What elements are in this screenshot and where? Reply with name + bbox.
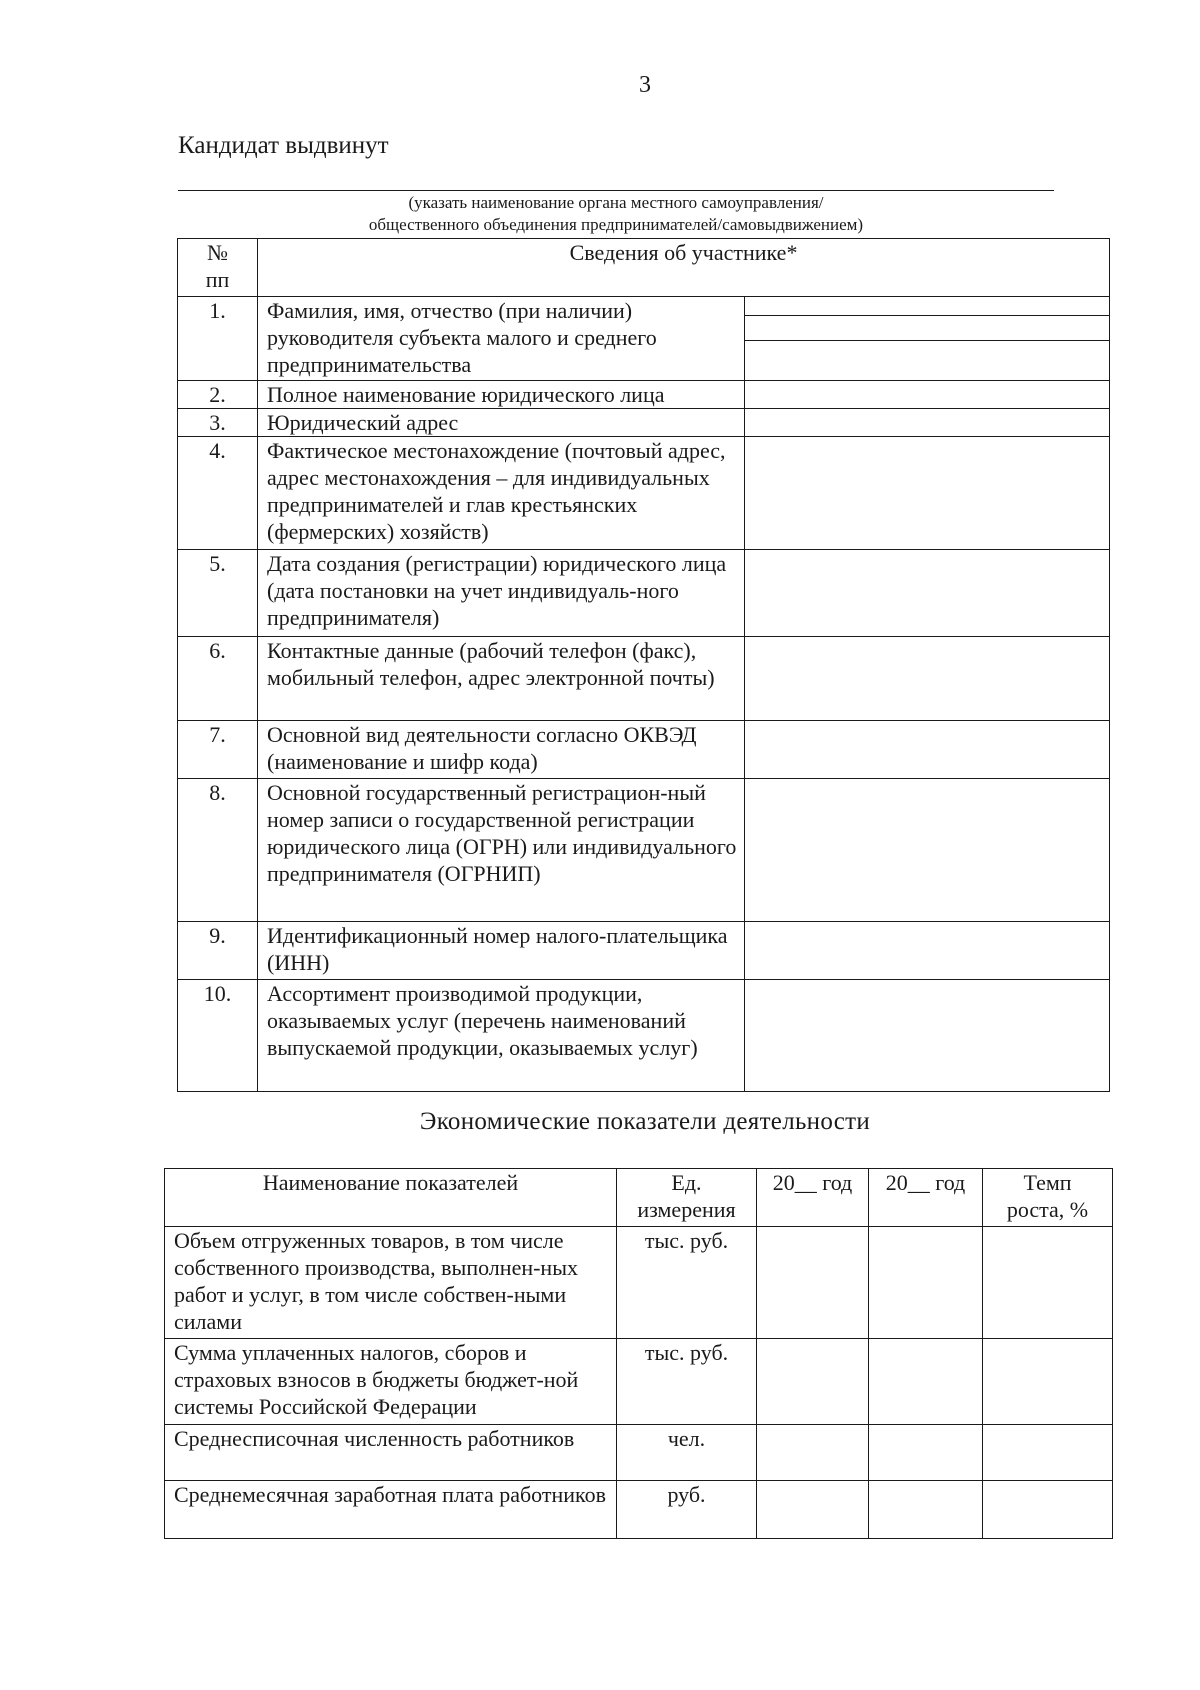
row-value-cell[interactable] <box>745 437 1110 550</box>
econ-value-growth[interactable] <box>983 1425 1113 1481</box>
econ-value-year-1[interactable] <box>757 1227 869 1339</box>
econ-row-unit: тыс. руб. <box>617 1339 757 1425</box>
table-row <box>178 637 1110 721</box>
econ-row-unit: руб. <box>617 1481 757 1539</box>
econ-value-year-1[interactable] <box>757 1481 869 1539</box>
page-number: 3 <box>639 72 651 98</box>
table-row <box>178 721 1110 779</box>
table-row <box>165 1227 1113 1339</box>
row-number: 8. <box>178 779 258 922</box>
table-row <box>178 980 1110 1092</box>
table-row <box>178 550 1110 637</box>
row-value-subline[interactable] <box>745 340 1109 341</box>
nominator-input-line[interactable] <box>178 190 1054 191</box>
nominator-hint <box>178 192 1054 236</box>
econ-header-year-2: 20__ год <box>869 1169 983 1227</box>
econ-row-unit: чел. <box>617 1425 757 1481</box>
econ-value-year-1[interactable] <box>757 1425 869 1481</box>
econ-header-growth-line-2: роста, % <box>1006 1197 1089 1222</box>
econ-header-year-1: 20__ год <box>757 1169 869 1227</box>
row-label: Идентификационный номер налого-плательщика (ИНН) <box>258 922 745 980</box>
econ-header-unit-line-1: Ед. <box>671 1170 702 1195</box>
row-value-cell[interactable] <box>745 409 1110 437</box>
row-label: Основной вид деятельности согласно ОКВЭД (наименование и шифр кода) <box>258 721 745 779</box>
candidate-heading: Кандидат выдвинут <box>178 132 389 159</box>
econ-header-row <box>165 1169 1113 1227</box>
row-label: Полное наименование юридического лица <box>258 381 745 409</box>
row-number: 9. <box>178 922 258 980</box>
row-number: 6. <box>178 637 258 721</box>
row-label: Дата создания (регистрации) юридического лица (дата постановки на учет индивидуаль-ного предпринимателя) <box>258 550 745 637</box>
participant-info-table <box>177 238 1110 1092</box>
table-row <box>178 297 1110 381</box>
row-label: Основной государственный регистрацион-ный номер записи о государственной регистрации юридического лица (ОГРН) или индивидуального предпринимателя (ОГРНИП) <box>258 779 745 922</box>
row-value-cell[interactable] <box>745 721 1110 779</box>
econ-section-title: Экономические показатели деятельности <box>419 1108 871 1135</box>
econ-value-year-2[interactable] <box>869 1227 983 1339</box>
econ-value-growth[interactable] <box>983 1481 1113 1539</box>
row-number: 10. <box>178 980 258 1092</box>
econ-indicators-table <box>164 1168 1113 1539</box>
row-label: Ассортимент производимой продукции, оказываемых услуг (перечень наименований выпускаемой продукции, оказываемых услуг) <box>258 980 745 1092</box>
row-value-cell[interactable] <box>745 980 1110 1092</box>
nominator-hint-line-1: (указать наименование органа местного самоуправления/ <box>408 193 824 212</box>
econ-value-growth[interactable] <box>983 1227 1113 1339</box>
header-num-line-2: пп <box>205 267 230 292</box>
header-num-cell <box>178 239 258 297</box>
row-number: 3. <box>178 409 258 437</box>
econ-header-name: Наименование показателей <box>165 1169 617 1227</box>
participant-header-row <box>178 239 1110 297</box>
row-label: Фактическое местонахождение (почтовый адрес, адрес местонахождения – для индивидуальных предпринимателей и глав крестьянских (фермерских) хозяйств) <box>258 437 745 550</box>
econ-row-label: Объем отгруженных товаров, в том числе собственного производства, выполнен-ных работ и услуг, в том числе собствен-ными силами <box>165 1227 617 1339</box>
row-label: Контактные данные (рабочий телефон (факс), мобильный телефон, адрес электронной почты) <box>258 637 745 721</box>
row-value-cell[interactable] <box>745 381 1110 409</box>
table-row <box>178 437 1110 550</box>
row-label: Фамилия, имя, отчество (при наличии) руководителя субъекта малого и среднего предпринимательства <box>258 297 745 381</box>
econ-header-unit-line-2: измерения <box>637 1197 736 1222</box>
econ-header-unit <box>617 1169 757 1227</box>
row-value-cell[interactable] <box>745 779 1110 922</box>
row-value-cell[interactable] <box>745 550 1110 637</box>
row-value-cell[interactable] <box>745 297 1110 381</box>
header-num-line-1: № <box>207 240 228 265</box>
row-value-subline[interactable] <box>745 315 1109 340</box>
row-label: Юридический адрес <box>258 409 745 437</box>
row-number: 4. <box>178 437 258 550</box>
econ-value-year-2[interactable] <box>869 1425 983 1481</box>
econ-value-growth[interactable] <box>983 1339 1113 1425</box>
header-title-cell: Сведения об участнике* <box>258 239 1110 297</box>
table-row <box>178 779 1110 922</box>
econ-value-year-1[interactable] <box>757 1339 869 1425</box>
table-row <box>165 1425 1113 1481</box>
row-number: 7. <box>178 721 258 779</box>
nominator-hint-line-2: общественного объединения предпринимателей/самовыдвижением) <box>368 215 864 234</box>
econ-row-unit: тыс. руб. <box>617 1227 757 1339</box>
econ-row-label: Сумма уплаченных налогов, сборов и страховых взносов в бюджеты бюджет-ной системы Российской Федерации <box>165 1339 617 1425</box>
econ-header-growth <box>983 1169 1113 1227</box>
econ-value-year-2[interactable] <box>869 1339 983 1425</box>
row-number: 1. <box>178 297 258 381</box>
row-number: 2. <box>178 381 258 409</box>
row-value-cell[interactable] <box>745 637 1110 721</box>
table-row <box>165 1339 1113 1425</box>
row-number: 5. <box>178 550 258 637</box>
row-value-cell[interactable] <box>745 922 1110 980</box>
table-row <box>178 409 1110 437</box>
econ-value-year-2[interactable] <box>869 1481 983 1539</box>
econ-header-growth-line-1: Темп <box>1023 1170 1072 1195</box>
table-row <box>178 381 1110 409</box>
econ-row-label: Среднесписочная численность работников <box>165 1425 617 1481</box>
table-row <box>178 922 1110 980</box>
table-row <box>165 1481 1113 1539</box>
econ-row-label: Среднемесячная заработная плата работников <box>165 1481 617 1539</box>
